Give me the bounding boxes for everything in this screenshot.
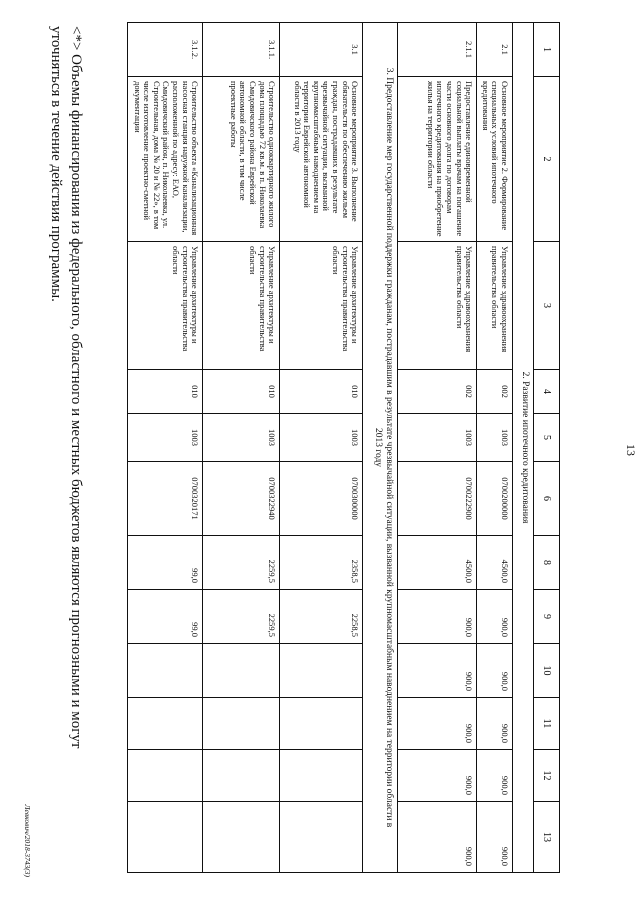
row-number: 2.1.1 [398, 23, 477, 77]
row-section: 1003 [398, 414, 477, 462]
row-year-value: 900,0 [477, 644, 513, 698]
row-article: 0700320171 [128, 462, 203, 536]
header-cell: 4 [534, 370, 560, 414]
table-row [280, 23, 363, 873]
header-cell: 11 [534, 698, 560, 750]
row-year-value: 900,0 [398, 644, 477, 698]
footnote-line: уточняться в течение действия программы. [47, 26, 64, 302]
row-year-value: 900,0 [477, 698, 513, 750]
row-name: Основное мероприятие 3. Выполнение обязательств по обеспечению жильем граждан, пострадавших в результате чрезвычайной ситуации, вызванной крупномасштабным наводнением на территории Еврейской автономной области в 2013 году [280, 77, 363, 242]
row-article: 0700200000 [477, 462, 513, 536]
row-executor: Управление архитектуры и строительства правительства области [203, 242, 280, 370]
row-year-value [280, 644, 363, 698]
row-year-value [203, 750, 280, 802]
row-code: 010 [128, 370, 203, 414]
row-total: 99,0 [128, 536, 203, 590]
row-article: 0700322940 [203, 462, 280, 536]
row-year-value: 2258,5 [280, 590, 363, 644]
header-cell: 13 [534, 802, 560, 873]
page-number: 13 [624, 444, 638, 456]
row-number: 3.1.1. [203, 23, 280, 77]
row-number: 3.1.2. [128, 23, 203, 77]
header-cell: 9 [534, 590, 560, 644]
row-section: 1003 [128, 414, 203, 462]
row-year-value: 900,0 [398, 590, 477, 644]
header-cell: 8 [534, 536, 560, 590]
row-year-value [203, 698, 280, 750]
row-year-value [203, 802, 280, 873]
row-year-value [128, 644, 203, 698]
row-number: 2.1 [477, 23, 513, 77]
header-cell: 2 [534, 77, 560, 242]
row-year-value [280, 802, 363, 873]
row-total: 2259,5 [203, 536, 280, 590]
header-cell: 5 [534, 414, 560, 462]
row-year-value [128, 802, 203, 873]
row-code: 002 [477, 370, 513, 414]
row-name: Предоставление единовременной социальной выплаты врачам на погашение части основного долга по договорам ипотечного кредитования на приобретение жилья на территории области [398, 77, 477, 242]
row-code: 010 [280, 370, 363, 414]
header-cell: 3 [534, 242, 560, 370]
row-section: 1003 [477, 414, 513, 462]
row-year-value [280, 750, 363, 802]
row-year-value: 900,0 [398, 750, 477, 802]
table-row [477, 23, 513, 873]
row-year-value: 900,0 [477, 802, 513, 873]
row-year-value: 900,0 [477, 590, 513, 644]
table-header-row [534, 23, 560, 873]
row-executor: Управление здравоохранения правительства области [398, 242, 477, 370]
row-name: Основное мероприятие 2. Формирование специальных условий ипотечного кредитования [477, 77, 513, 242]
header-cell: 10 [534, 644, 560, 698]
budget-table [127, 22, 560, 873]
row-code: 010 [203, 370, 280, 414]
table-row [203, 23, 280, 873]
table-row [398, 23, 477, 873]
row-article: 0700300000 [280, 462, 363, 536]
row-executor: Управление здравоохранения правительства области [477, 242, 513, 370]
header-cell: 12 [534, 750, 560, 802]
row-number: 3.1 [280, 23, 363, 77]
row-executor: Управление архитектуры и строительства правительства области [280, 242, 363, 370]
budget-table-wrapper [127, 22, 560, 873]
row-year-value: 900,0 [477, 750, 513, 802]
row-section: 1003 [203, 414, 280, 462]
row-total: 2358,5 [280, 536, 363, 590]
footnote [46, 26, 87, 876]
row-year-value: 99,0 [128, 590, 203, 644]
row-year-value: 900,0 [398, 698, 477, 750]
section-row [513, 23, 534, 873]
footnote-line: <*> Объемы финансирования из федерального, областного и местных бюджетов являются прогнозными и могут [68, 26, 84, 749]
header-cell: 6 [534, 462, 560, 536]
row-name: Строительство объекта «Канализационная насосная станция наружной канализации, расположенной по адресу: ЕАО, Смидовичский район, п. Николаевка, ул. Строительная, дома № 20 и № 22», в том числе изготовление проектно-сметной документации [128, 77, 203, 242]
row-article: 0700222900 [398, 462, 477, 536]
row-total: 4500,0 [398, 536, 477, 590]
table-row [128, 23, 203, 873]
row-section: 1003 [280, 414, 363, 462]
section-row [363, 23, 398, 873]
row-year-value [128, 750, 203, 802]
section-title: 3. Предоставление мер государственной поддержки гражданам, пострадавшим в результате чрезвычайной ситуации, вызванной крупномасштабным наводнением на территории области в 2013 году [363, 23, 398, 873]
row-year-value: 2259,5 [203, 590, 280, 644]
document-stamp: Левкович/2018-3743(3) [23, 804, 32, 877]
section-title: 2. Развитие ипотечного кредитования [513, 23, 534, 873]
row-code: 002 [398, 370, 477, 414]
row-year-value [280, 698, 363, 750]
row-executor: Управление архитектуры и строительства правительства области [128, 242, 203, 370]
row-year-value [128, 698, 203, 750]
row-year-value: 900,0 [398, 802, 477, 873]
row-year-value [203, 644, 280, 698]
header-cell: 1 [534, 23, 560, 77]
row-total: 4500,0 [477, 536, 513, 590]
row-name: Строительство одноквартирного жилого дома площадью 72 кв.м. в п. Николаевка Смидовичского района Еврейской автономной области, в том числе проектные работы [203, 77, 280, 242]
